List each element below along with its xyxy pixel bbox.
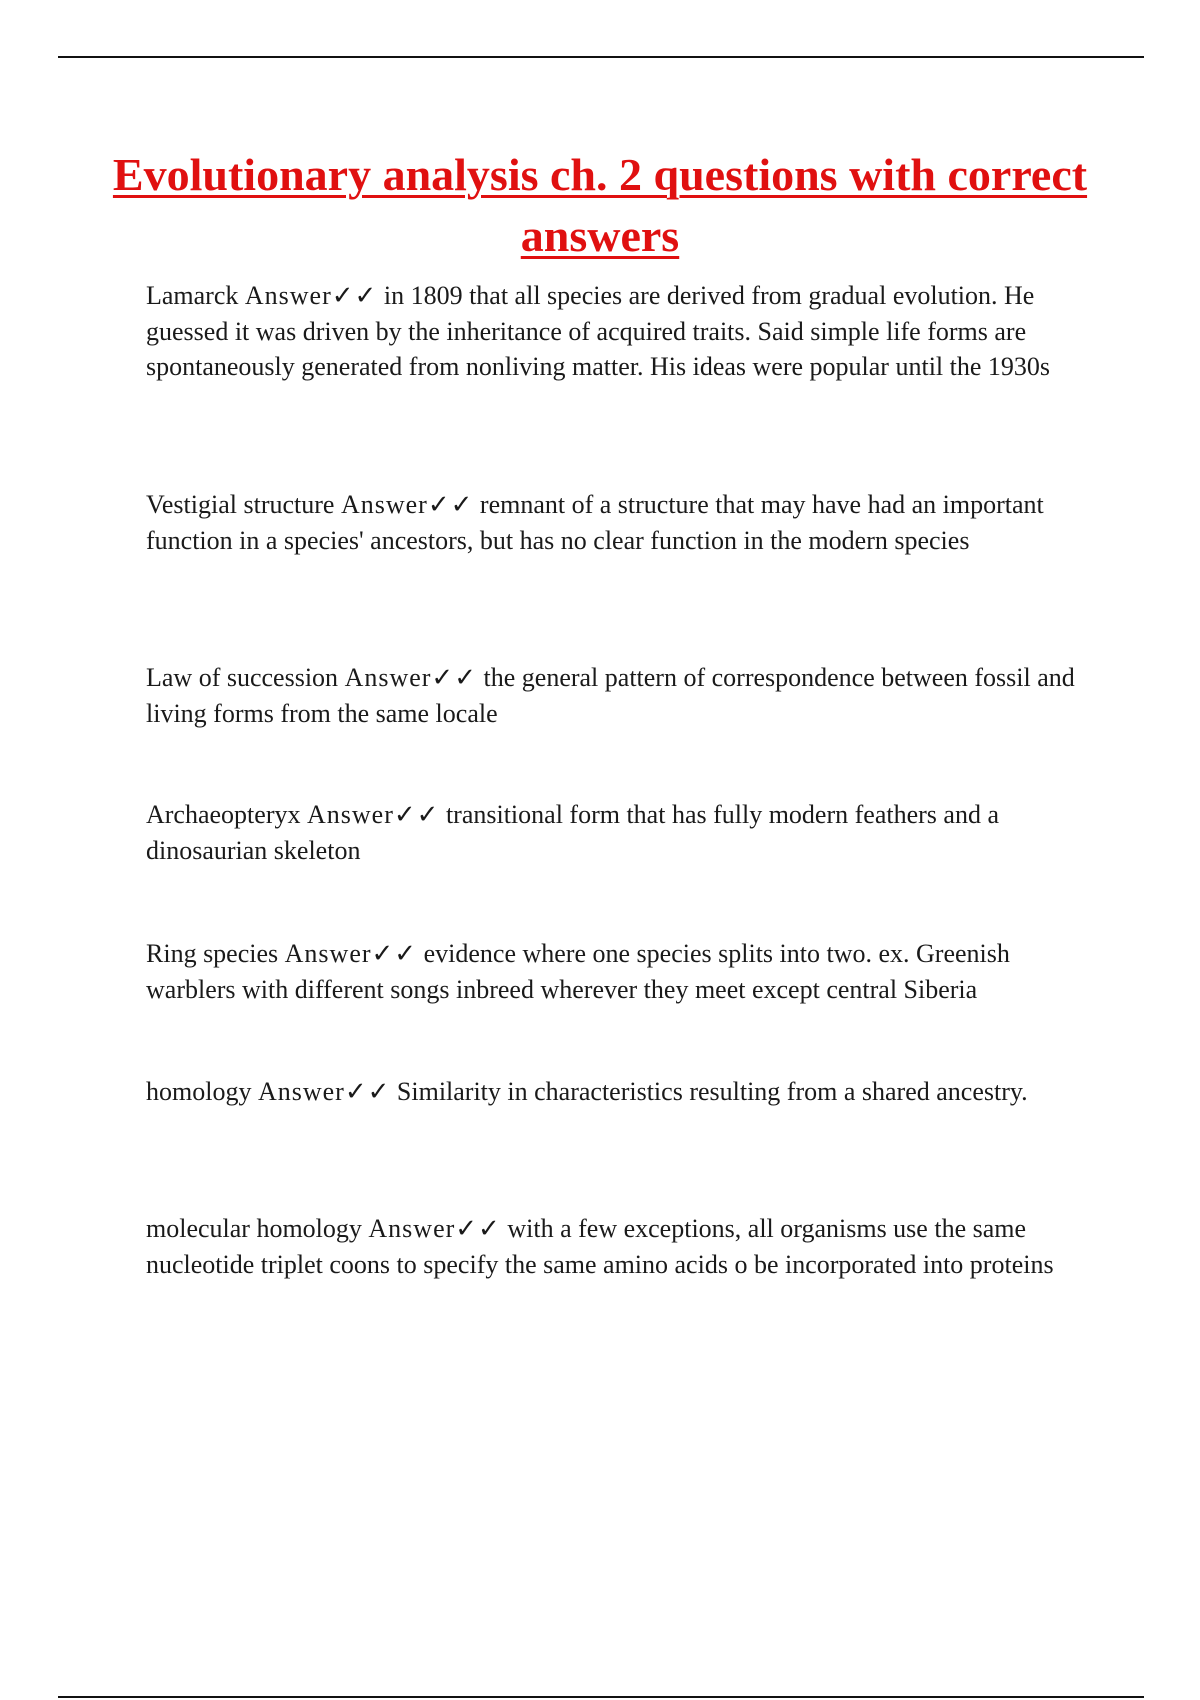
answer-marker: Answer✓✓ bbox=[284, 939, 418, 968]
qa-term: Lamarck bbox=[146, 281, 239, 310]
qa-item-law-of-succession bbox=[146, 660, 1086, 731]
qa-item-vestigial-structure bbox=[146, 487, 1086, 558]
page-title: Evolutionary analysis ch. 2 questions with correct answers bbox=[112, 149, 1088, 261]
qa-term: homology bbox=[146, 1077, 252, 1106]
qa-item-molecular-homology bbox=[146, 1211, 1086, 1282]
answer-marker: Answer✓✓ bbox=[340, 490, 474, 519]
qa-term: Law of succession bbox=[146, 663, 339, 692]
answer-marker: Answer✓✓ bbox=[368, 1214, 501, 1243]
qa-term: molecular homology bbox=[146, 1214, 362, 1243]
qa-answer: transitional form that has fully modern feathers and a dinosaurian skeleton bbox=[146, 800, 999, 865]
qa-answer: Similarity in characteristics resulting from a shared ancestry. bbox=[396, 1077, 1028, 1106]
qa-term: Archaeopteryx bbox=[146, 800, 301, 829]
answer-marker: Answer✓✓ bbox=[257, 1077, 391, 1106]
qa-term: Ring species bbox=[146, 939, 279, 968]
qa-item-lamarck bbox=[146, 278, 1086, 385]
qa-item-archaeopteryx bbox=[146, 797, 1086, 868]
qa-answer: in 1809 that all species are derived from gradual evolution. He guessed it was driven by the inheritance of acquired traits. Said simple life forms are spontaneously generated from nonliving matter. His ideas were popular until the 1930s bbox=[146, 281, 1051, 381]
qa-answer: evidence where one species splits into two. ex. Greenish warblers with different songs inbreed wherever they meet except central Siberia bbox=[146, 939, 1010, 1004]
qa-term: Vestigial structure bbox=[146, 490, 335, 519]
qa-item-ring-species bbox=[146, 936, 1086, 1007]
answer-marker: Answer✓✓ bbox=[244, 281, 378, 310]
qa-answer: the general pattern of correspondence between fossil and living forms from the same locale bbox=[146, 663, 1075, 728]
answer-marker: Answer✓✓ bbox=[344, 663, 478, 692]
qa-item-homology bbox=[146, 1074, 1086, 1110]
answer-marker: Answer✓✓ bbox=[306, 800, 440, 829]
top-rule bbox=[58, 56, 1144, 58]
bottom-rule bbox=[58, 1696, 1144, 1698]
qa-answer: with a few exceptions, all organisms use the same nucleotide triplet coons to specify the same amino acids o be incorporated into proteins bbox=[146, 1214, 1054, 1279]
qa-answer: remnant of a structure that may have had an important function in a species' ancestors, but has no clear function in the modern species bbox=[146, 490, 1044, 555]
